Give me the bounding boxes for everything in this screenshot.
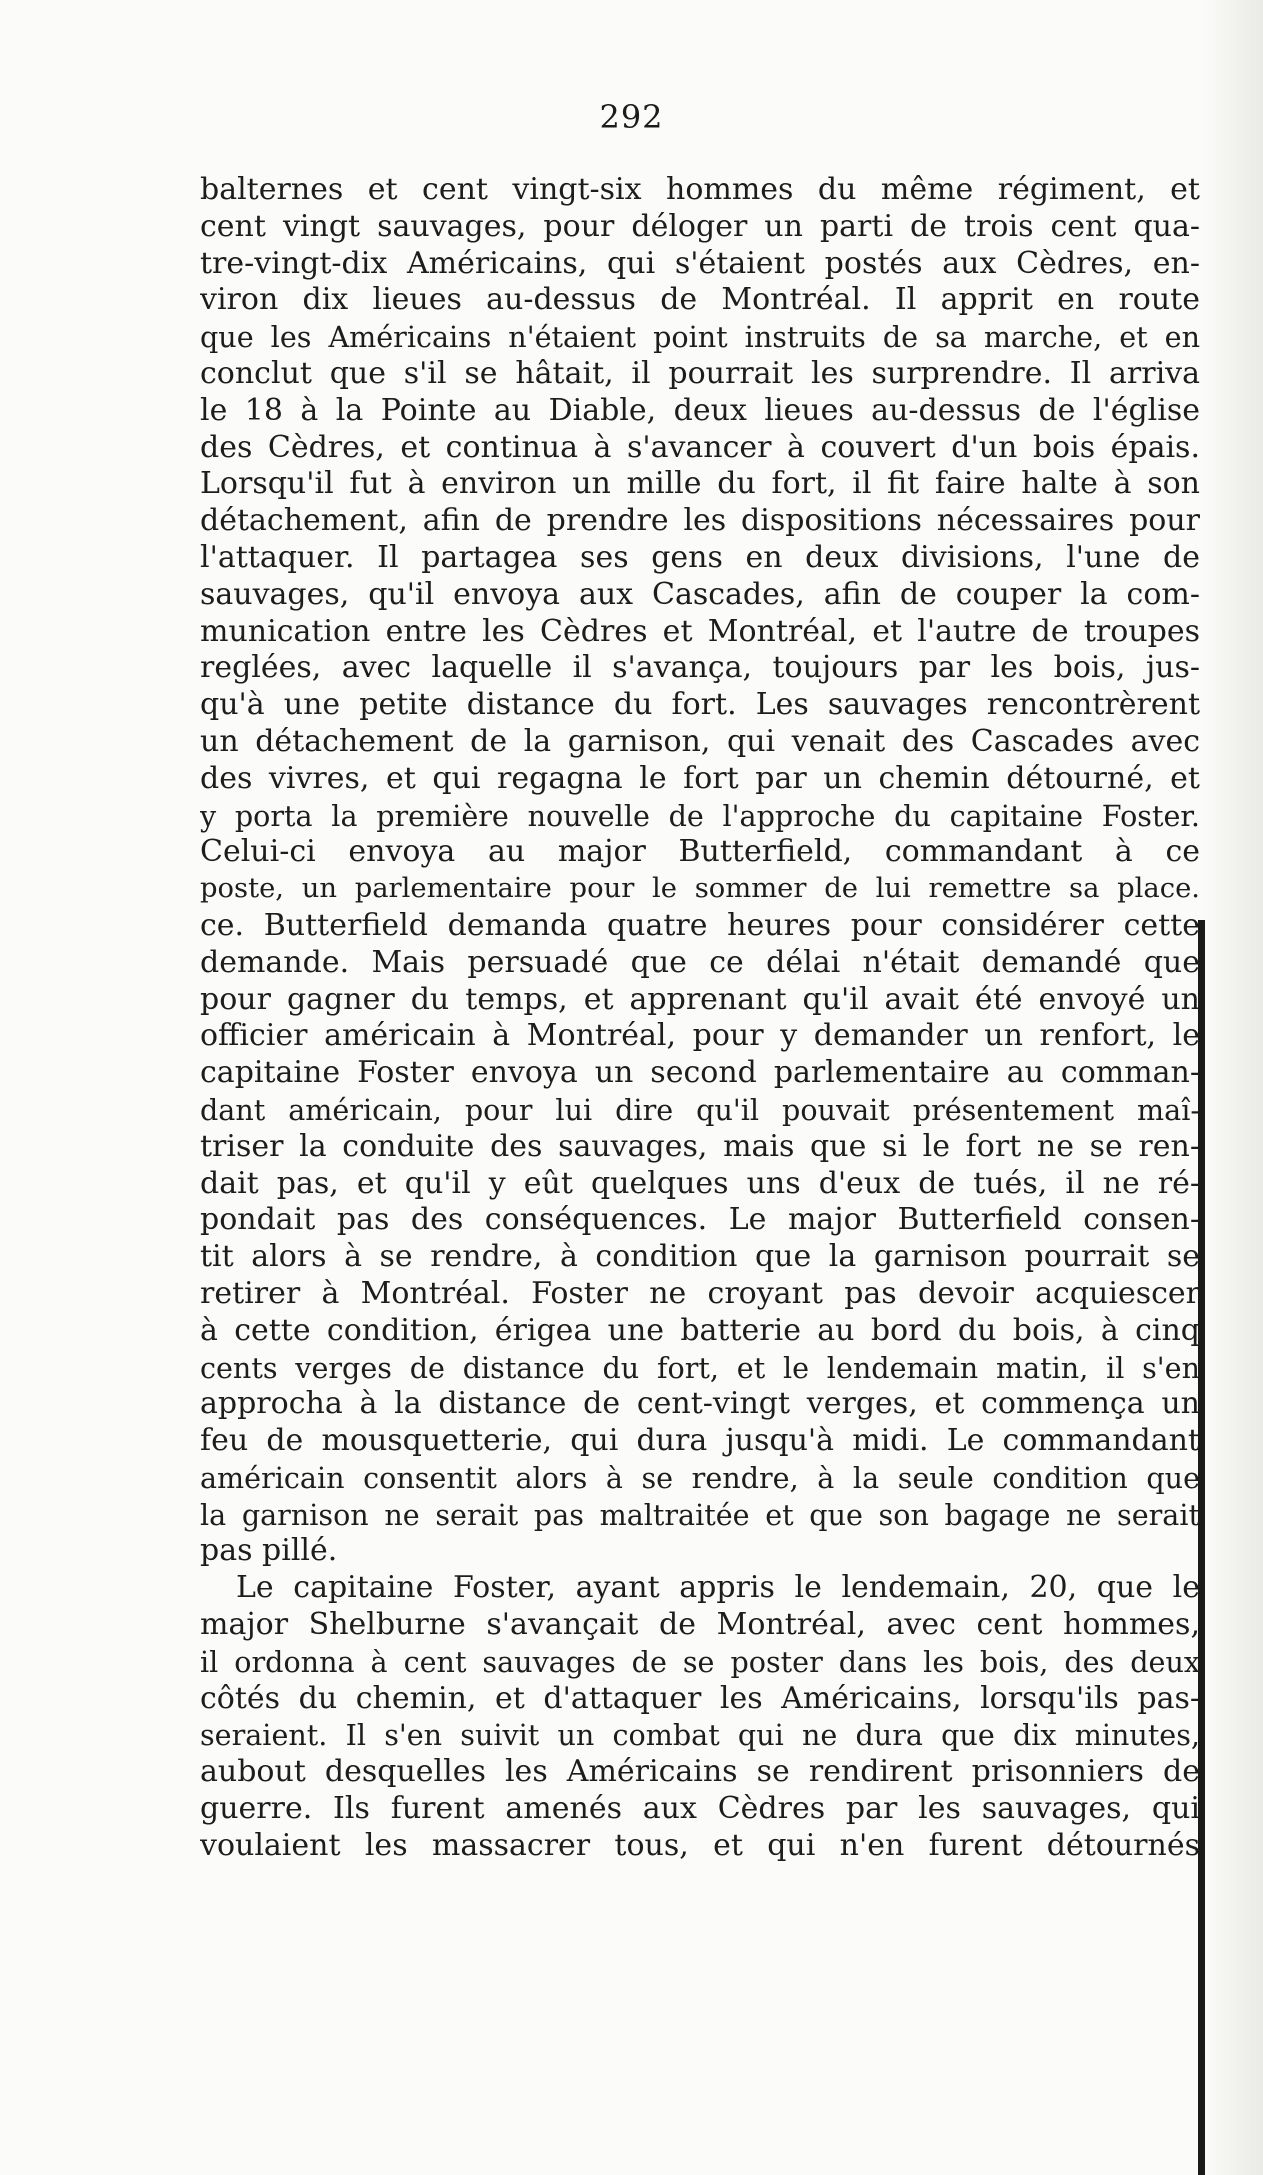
text-line: ce. Butterfield demanda quatre heures pour considérer cette <box>200 907 1200 943</box>
text-line: reglées, avec laquelle il s'avança, toujours par les bois, jus- <box>200 650 1200 686</box>
text-line: Lorsqu'il fut à environ un mille du fort, il fit faire halte à son <box>200 466 1200 502</box>
text-line: des vivres, et qui regagna le fort par un chemin détourné, et <box>200 760 1200 796</box>
text-line: major Shelburne s'avançait de Montréal, avec cent hommes, <box>200 1607 1200 1643</box>
text-line: viron dix lieues au-dessus de Montréal. Il apprit en route <box>200 282 1200 318</box>
text-line: Le capitaine Foster, ayant appris le lendemain, 20, que le <box>236 1570 1200 1606</box>
text-line: retirer à Montréal. Foster ne croyant pas devoir acquiescer <box>200 1275 1200 1311</box>
text-line: le 18 à la Pointe au Diable, deux lieues au-dessus de l'église <box>200 392 1200 428</box>
text-line: munication entre les Cèdres et Montréal, et l'autre de troupes <box>200 613 1200 649</box>
text-line: des Cèdres, et continua à s'avancer à couvert d'un bois épais. <box>200 429 1200 465</box>
text-line: guerre. Ils furent amenés aux Cèdres par les sauvages, qui <box>200 1791 1200 1827</box>
text-line: conclut que s'il se hâtait, il pourrait les surprendre. Il arriva <box>200 355 1200 391</box>
text-line: Celui-ci envoya au major Butterfield, commandant à ce <box>200 834 1200 870</box>
text-line: balternes et cent vingt-six hommes du même régiment, et <box>200 172 1200 207</box>
page-number: 292 <box>599 98 664 136</box>
text-line: dait pas, et qu'il y eût quelques uns d'eux de tués, il ne ré- <box>200 1165 1200 1201</box>
text-line: y porta la première nouvelle de l'approche du capitaine Foster. <box>200 798 1200 833</box>
text-line: pour gagner du temps, et apprenant qu'il avait été envoyé un <box>200 981 1200 1017</box>
text-line: américain consentit alors à se rendre, à la seule condition que <box>200 1460 1200 1495</box>
text-line: il ordonna à cent sauvages de se poster dans les bois, des deux <box>200 1644 1200 1679</box>
text-line: poste, un parlementaire pour le sommer de lui remettre sa place. <box>200 873 1200 905</box>
text-line: voulaient les massacrer tous, et qui n'en furent détournés <box>200 1827 1200 1863</box>
text-line: dant américain, pour lui dire qu'il pouvait présentement maî- <box>200 1092 1200 1127</box>
text-line: la garnison ne serait pas maltraitée et que son bagage ne serait <box>200 1497 1200 1532</box>
text-line: capitaine Foster envoya un second parlementaire au comman- <box>200 1055 1200 1091</box>
text-line: tit alors à se rendre, à condition que la garnison pourrait se <box>200 1239 1200 1275</box>
gutter-shadow <box>1203 0 1263 2175</box>
text-line: à cette condition, érigea une batterie au bord du bois, à cinq <box>200 1312 1200 1348</box>
text-line: feu de mousquetterie, qui dura jusqu'à midi. Le commandant <box>200 1423 1200 1459</box>
text-line: cent vingt sauvages, pour déloger un parti de trois cent qua- <box>200 208 1200 244</box>
text-line: officier américain à Montréal, pour y demander un renfort, le <box>200 1018 1200 1054</box>
text-line: qu'à une petite distance du fort. Les sauvages rencontrèrent <box>200 687 1200 723</box>
text-line: l'attaquer. Il partagea ses gens en deux divisions, l'une de <box>200 539 1200 575</box>
text-line: tre-vingt-dix Américains, qui s'étaient postés aux Cèdres, en- <box>200 245 1200 281</box>
text-line: triser la conduite des sauvages, mais que si le fort ne se ren- <box>200 1128 1200 1164</box>
text-line: cents verges de distance du fort, et le lendemain matin, il s'en <box>200 1350 1200 1385</box>
text-line: demande. Mais persuadé que ce délai n'était demandé que <box>200 944 1200 980</box>
text-line: pondait pas des conséquences. Le major Butterfield consen- <box>200 1202 1200 1238</box>
text-line: détachement, afin de prendre les dispositions nécessaires pour <box>200 503 1200 539</box>
text-line: un détachement de la garnison, qui venait des Cascades avec <box>200 723 1200 759</box>
text-line: aubout desquelles les Américains se rendirent prisonniers de <box>200 1754 1200 1790</box>
text-line: pas pillé. <box>200 1533 338 1569</box>
body-text <box>200 172 1200 1865</box>
text-line: sauvages, qu'il envoya aux Cascades, afin de couper la com- <box>200 576 1200 612</box>
text-line: seraient. Il s'en suivit un combat qui ne dura que dix minutes, <box>200 1718 1200 1753</box>
text-line: côtés du chemin, et d'attaquer les Américains, lorsqu'ils pas- <box>200 1680 1200 1716</box>
text-line: approcha à la distance de cent-vingt verges, et commença un <box>200 1386 1200 1422</box>
text-line: que les Américains n'étaient point instruits de sa marche, et en <box>200 320 1200 355</box>
